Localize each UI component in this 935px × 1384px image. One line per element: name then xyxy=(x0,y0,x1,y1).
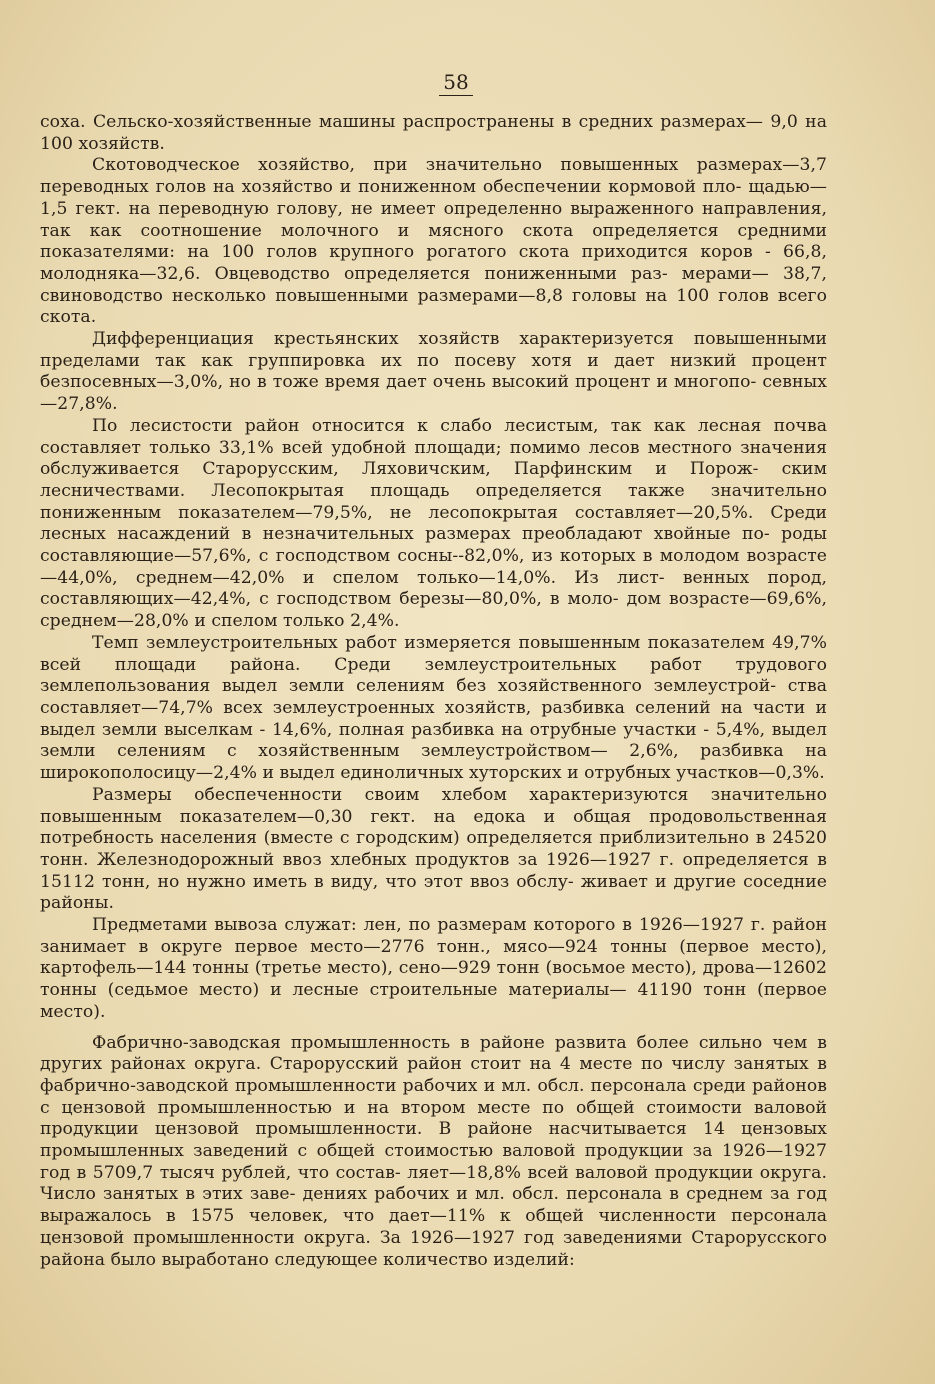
page-number: 58 xyxy=(40,70,827,94)
paragraph-8: Фабрично-заводская промышленность в районе развита более сильно чем в других районах округа. Старорусский район стоит на 4 месте по числу занятых в фабрично-заводской промышленности рабочих и мл. обсл. персонала среди районов с цензовой промышленностью и на втором месте по общей стоимости валовой продукции цензовой промышленности. В районе насчитывается 14 цензовых промышленных заведений с общей стоимостью валовой продукции за 1926—1927 год в 5709,7 тысяч рублей, что состав- ляет—18,8% всей валовой продукции округа. Число занятых в этих заве- дениях рабочих и мл. обсл. персонала в среднем за год выражалось в 1575 человек, что дает—11% к общей численности персонала цензовой промышленности округа. За 1926—1927 год заведениями Старорусского района было выработано следующее количество изделий: xyxy=(40,1032,827,1270)
paragraph-7: Предметами вывоза служат: лен, по размерам которого в 1926—1927 г. район занимает в округе первое место—2776 тонн., мясо—924 тонны (первое место), картофель—144 тонны (третье место), сено—929 тонн (восьмое место), дрова—12602 тонны (седьмое место) и лесные строительные материалы— 41190 тонн (первое место). xyxy=(40,915,827,1022)
paragraph-3: Дифференциация крестьянских хозяйств характеризуется повышенными пределами так как группировка их по посеву хотя и дает низкий процент безпосевных—3,0%, но в тоже время дает очень высокий процент и многопо- севных—27,8%. xyxy=(40,329,827,415)
paragraph-1: соха. Сельско-хозяйственные машины распространены в средних размерах— 9,0 на 100 хозяйств. xyxy=(40,112,827,154)
paragraph-2: Скотоводческое хозяйство, при значительно повышенных размерах—3,7 переводных голов на хозяйство и пониженном обеспечении кормовой пло- щадью—1,5 гект. на переводную голову, не имеет определенно выраженного направления, так как соотношение молочного и мясного скота определяется средними показателями: на 100 голов крупного рогатого скота приходится коров - 66,8, молодняка—32,6. Овцеводство определяется пониженными раз- мерами— 38,7, свиноводство несколько повышенными размерами—8,8 головы на 100 голов всего скота. xyxy=(40,155,827,328)
paragraph-5: Темп землеустроительных работ измеряется повышенным показателем 49,7% всей площади района. Среди землеустроительных работ трудового землепользования выдел земли селениям без хозяйственного землеустрой- ства составляет—74,7% всех землеустроенных хозяйств, разбивка селений на части и выдел земли выселкам - 14,6%, полная разбивка на отрубные участки - 5,4%, выдел земли селениям с хозяйственным землеустройством— 2,6%, разбивка на широкополосицу—2,4% и выдел единоличных хуторских и отрубных участков—0,3%. xyxy=(40,632,827,784)
paragraph-4: По лесистости район относится к слабо лесистым, так как лесная почва составляет только 33,1% всей удобной площади; помимо лесов местного значения обслуживается Старорусским, Ляховичским, Парфинским и Порож- ским лесничествами. Лесопокрытая площадь определяется также значительно пониженным показателем—79,5%, не лесопокрытая составляет—20,5%. Среди лесных насаждений в незначительных размерах преобладают хвойные по- роды составляющие—57,6%, с господством сосны--82,0%, из которых в молодом возрасте—44,0%, среднем—42,0% и спелом только—14,0%. Из лист- венных пород, составляющих—42,4%, с господством березы—80,0%, в моло- дом возрасте—69,6%, среднем—28,0% и спелом только 2,4%. xyxy=(40,415,827,632)
paragraph-6: Размеры обеспеченности своим хлебом характеризуются значительно повышенным показателем—0,30 гект. на едока и общая продовольственная потребность населения (вместе с городским) определяется приблизительно в 24520 тонн. Железнодорожный ввоз хлебных продуктов за 1926—1927 г. определяется в 15112 тонн, но нужно иметь в виду, что этот ввоз обслу- живает и другие соседние районы. xyxy=(40,784,827,914)
